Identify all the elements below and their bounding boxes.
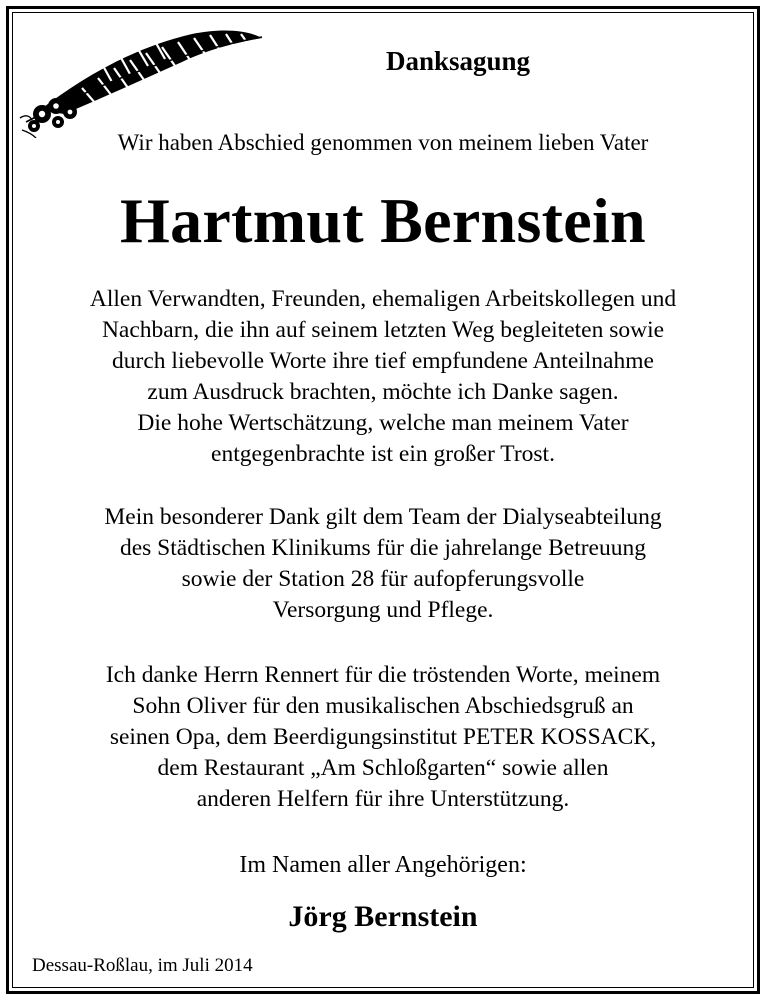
paragraph-line: durch liebevolle Worte ihre tief empfundene Anteilnahme (112, 348, 654, 374)
paragraph-line: Sohn Oliver für den musikalischen Abschiedsgruß an (132, 693, 634, 719)
paragraph-line: Die hohe Wertschätzung, welche man meinem Vater (137, 410, 629, 436)
feather-with-flowers-icon (12, 18, 272, 138)
thanks-paragraph-2 (0, 502, 766, 626)
paragraph-line: dem Restaurant „Am Schloßgarten“ sowie allen (157, 755, 609, 781)
place-date: Dessau-Roßlau, im Juli 2014 (32, 955, 253, 976)
thanks-paragraph-1 (0, 284, 766, 470)
deceased-name: Hartmut Bernstein (120, 185, 646, 256)
notice-inner-border (12, 12, 754, 988)
paragraph-line: seinen Opa, dem Beerdigungsinstitut PETER KOSSACK, (109, 724, 657, 750)
paragraph-line: Allen Verwandten, Freunden, ehemaligen Arbeitskollegen und (89, 286, 677, 312)
paragraph-line: Mein besonderer Dank gilt dem Team der Dialyseabteilung (104, 504, 662, 530)
paragraph-line: Nachbarn, die ihn auf seinem letzten Weg begleiteten sowie (101, 317, 665, 343)
paragraph-line: zum Ausdruck brachten, möchte ich Danke sagen. (147, 379, 619, 405)
intro-line: Wir haben Abschied genommen von meinem lieben Vater (117, 130, 649, 155)
paragraph-line: sowie der Station 28 für aufopferungsvolle (181, 566, 585, 592)
thanks-paragraph-3 (0, 660, 766, 815)
paragraph-line: anderen Helfern für ihre Unterstützung. (196, 786, 570, 812)
signer-name: Jörg Bernstein (288, 900, 478, 933)
paragraph-line: Ich danke Herrn Rennert für die tröstenden Worte, meinem (105, 662, 661, 688)
on-behalf-line: Im Namen aller Angehörigen: (239, 852, 527, 878)
paragraph-line: des Städtischen Klinikums für die jahrelange Betreuung (119, 535, 646, 561)
paragraph-line: entgegenbrachte ist ein großer Trost. (211, 441, 555, 467)
notice-heading: Danksagung (385, 46, 531, 76)
paragraph-line: Versorgung und Pflege. (272, 597, 494, 623)
